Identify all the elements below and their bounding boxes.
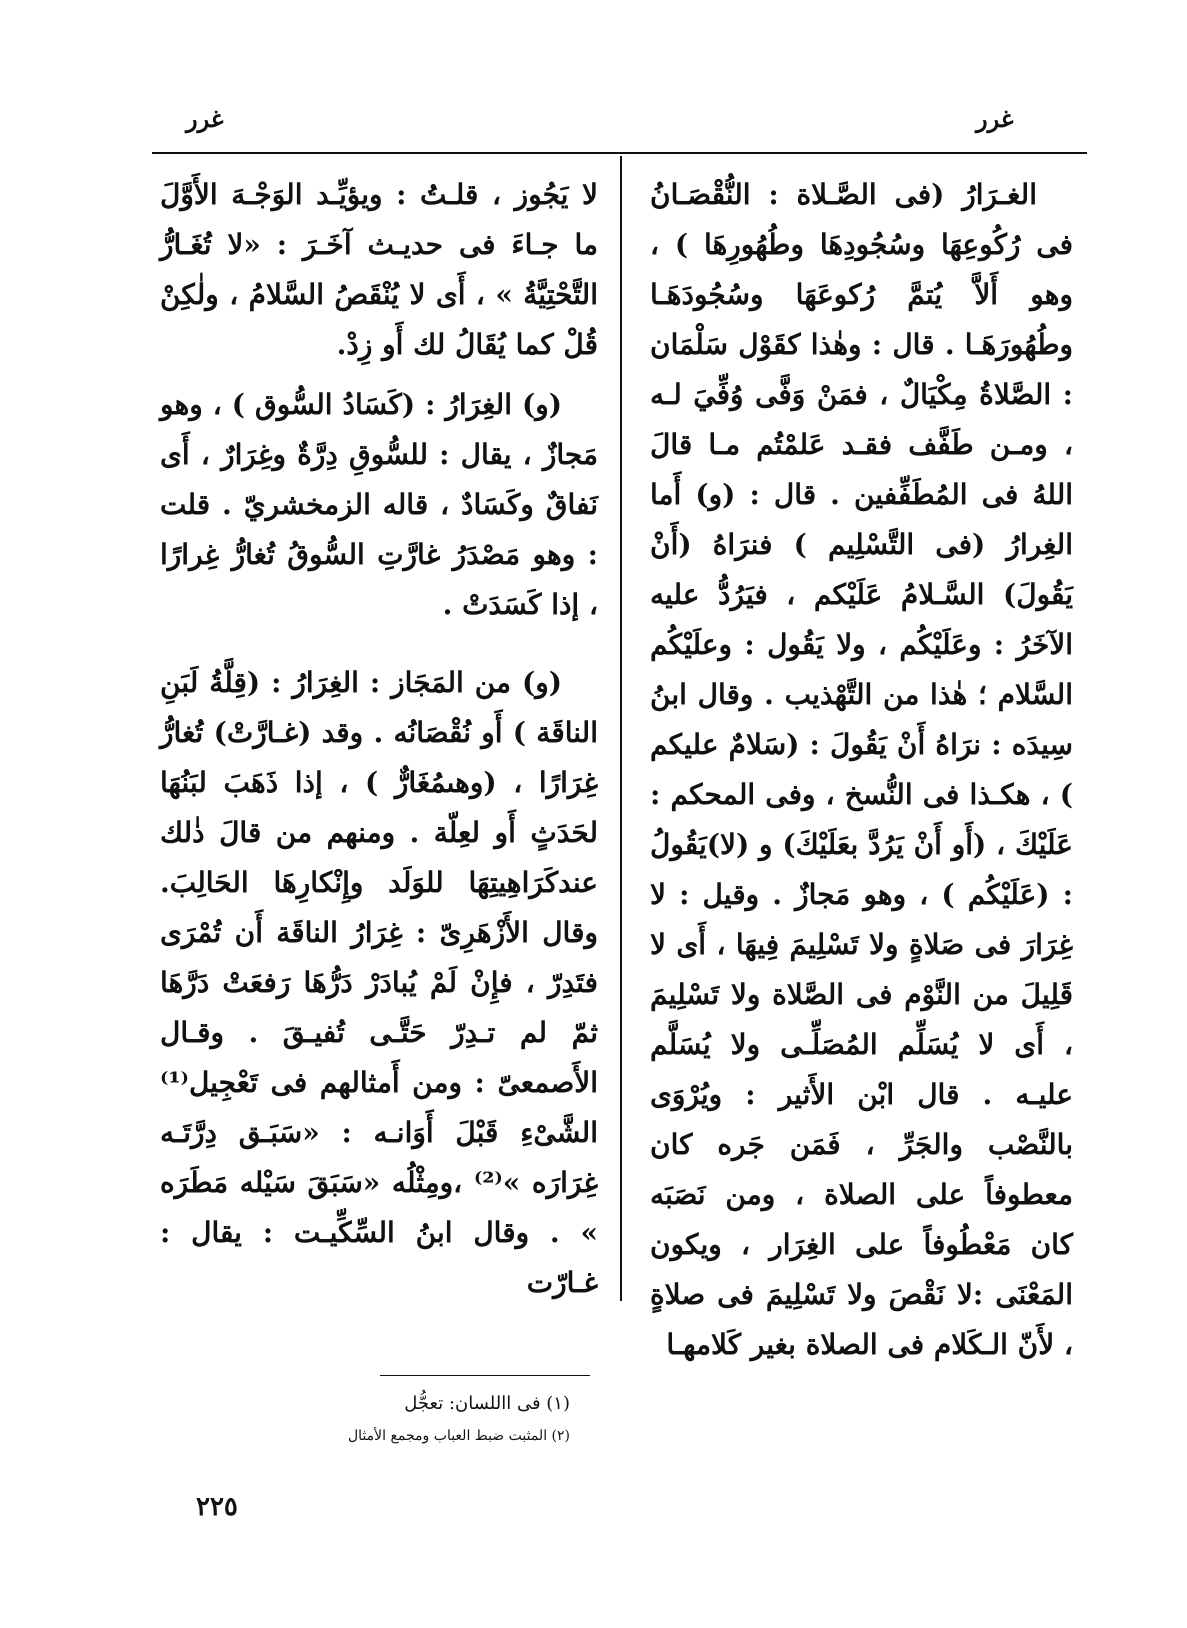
left-column-paragraph: لا يَجُوز ، قلـتُ : ويؤيِّـد الوَجْـهَ الأَوَّلَ ما جـاءَ فى حديـث آخَـرَ : «لا تُغَـارُّ التَّحْتِيَّةُ » ، أَى لا يُنْقَصُ السَّلامُ ، ولٰكِنْ قُلْ كما يُقَالُ لك أَو زِدْ.: [160, 178, 598, 361]
column-divider: [620, 156, 622, 1301]
left-column: [160, 170, 598, 1308]
header-root-word-left: غرر: [186, 104, 224, 133]
left-column-paragraph: (و) الغِرَارُ : (كَسَادُ السُّوق ) ، وهو مَجازٌ ، يقال : للسُّوقِ دِرَّةٌ وغِرَارٌ ، أَى نَفاقٌ وكَسَادٌ ، قاله الزمخشريّ . قلت : وهو مَصْدَرُ غارَّتِ السُّوقُ تُغارُّ غِرارًا ، إذا كَسَدَتْ .: [160, 388, 598, 621]
header-divider: [152, 152, 1087, 154]
footnote-divider: [380, 1375, 590, 1376]
left-column-paragraph: (و) من المَجَاز : الغِرَارُ : (قِلَّةُ لَبَنِ الناقَة ) أَو نُقْصَانُه . وقد (غـارَّتْ) تُغارُّ غِرَارًا ، (وهىمُغَارٌّ ) ، إذا ذَهَبَ لبَنُهَا لحَدَثٍ أَو لعِلّة . ومنهم من قالَ ذٰلك عندكَرَاهِيتِهَا للوَلَد وإِنْكارِهَا الحَالِبَ. وقال الأَزْهَرِىّ : غِرَارُ الناقَة أَن تُمْرَى فتَدِرّ ، فإِنْ لَمْ يُبادَرْ دَرُّهَا رَفعَتْ دَرَّهَا ثمّ لم تـدِرّ حَتَّـى تُفيـقَ . وقـال الأَصمعىّ : ومن أَمثالهم فى تَعْجِيل⁽¹⁾ الشَّىْءِ قَبْلَ أَوَانـه : «سَبَـق دِرَّتَـه غِرَارَه »⁽²⁾ ،ومِثْلُه «سَبَقَ سَيْله مَطَرَه » . وقال ابنُ السِّكِّيـت : يقال : غـارّت: [160, 666, 598, 1299]
right-column-paragraph: الغـرَارُ (فى الصَّـلاة : النُّقْصَـانُ فى رُكُوعِهَا وسُجُودِهَا وطُهُورِهَا ) ، وهو أَلاَّ يُتمَّ رُكوعَهَا وسُجُودَهَـا وطُهُورَهَـا . قال : وهٰذا كقَوْل سَلْمَان : الصَّلاةُ مِكْيَالٌ ، فمَنْ وَفَّى وُفِّيَ لـه ، ومـن طَفَّف فقـد عَلمْتُم مـا قالَ اللهُ فى المُطَفِّفين . قال : (و) أَما الغِرارُ (فى التَّسْلِيم ) فنرَاهُ (أَنْ يَقُولَ) السَّـلامُ عَلَيْكم ، فيَرُدُّ عليه الآخَرُ : وعَلَيْكُم ، ولا يَقُول : وعلَيْكُم السَّلام ؛ هٰذا من التَّهْذيب . وقال ابنُ سِيدَه : نرَاهُ أَنْ يَقُولَ : (سَلامٌ عليكم ) ، هكـذا فى النُّسخ ، وفى المحكم : عَلَيْكَ ، (أَو أَنْ يَرُدَّ بعَلَيْكَ) و (لا)يَقُولُ : (عَلَيْكُم ) ، وهو مَجازٌ . وقيل : لا غِرَارَ فى صَلاةٍ ولا تَسْلِيمَ فِيهَا ، أَى لا قَلِيلَ من النَّوْم فى الصَّلاة ولا تَسْلِيمَ ، أَى لا يُسَلِّم المُصَلِّـى ولا يُسَلَّم عليـه . قال ابْن الأَثير : ويُرْوَى بالنَّصْب والجَرِّ ، فَمَن جَره كان معطوفاً على الصلاة ، ومن نَصَبَه كان مَعْطُوفاً على الغِرَار ، ويكون المَعْنَى :لا نَقْصَ ولا تَسْلِيمَ فى صلاةٍ ، لأَنّ الـكَلام فى الصلاة بغير كَلامهـا: [650, 178, 1073, 1361]
page-number: ٢٢٥: [196, 1492, 238, 1522]
footnote-2: (٢) المثبت ضبط العباب ومجمع الأمثال: [347, 1428, 570, 1444]
footnote-1: (١) فى االلسان: تعجُّل: [404, 1393, 570, 1414]
header-root-word-right: غرر: [976, 104, 1014, 133]
right-column: [650, 170, 1073, 1370]
footnotes: [250, 1388, 570, 1452]
